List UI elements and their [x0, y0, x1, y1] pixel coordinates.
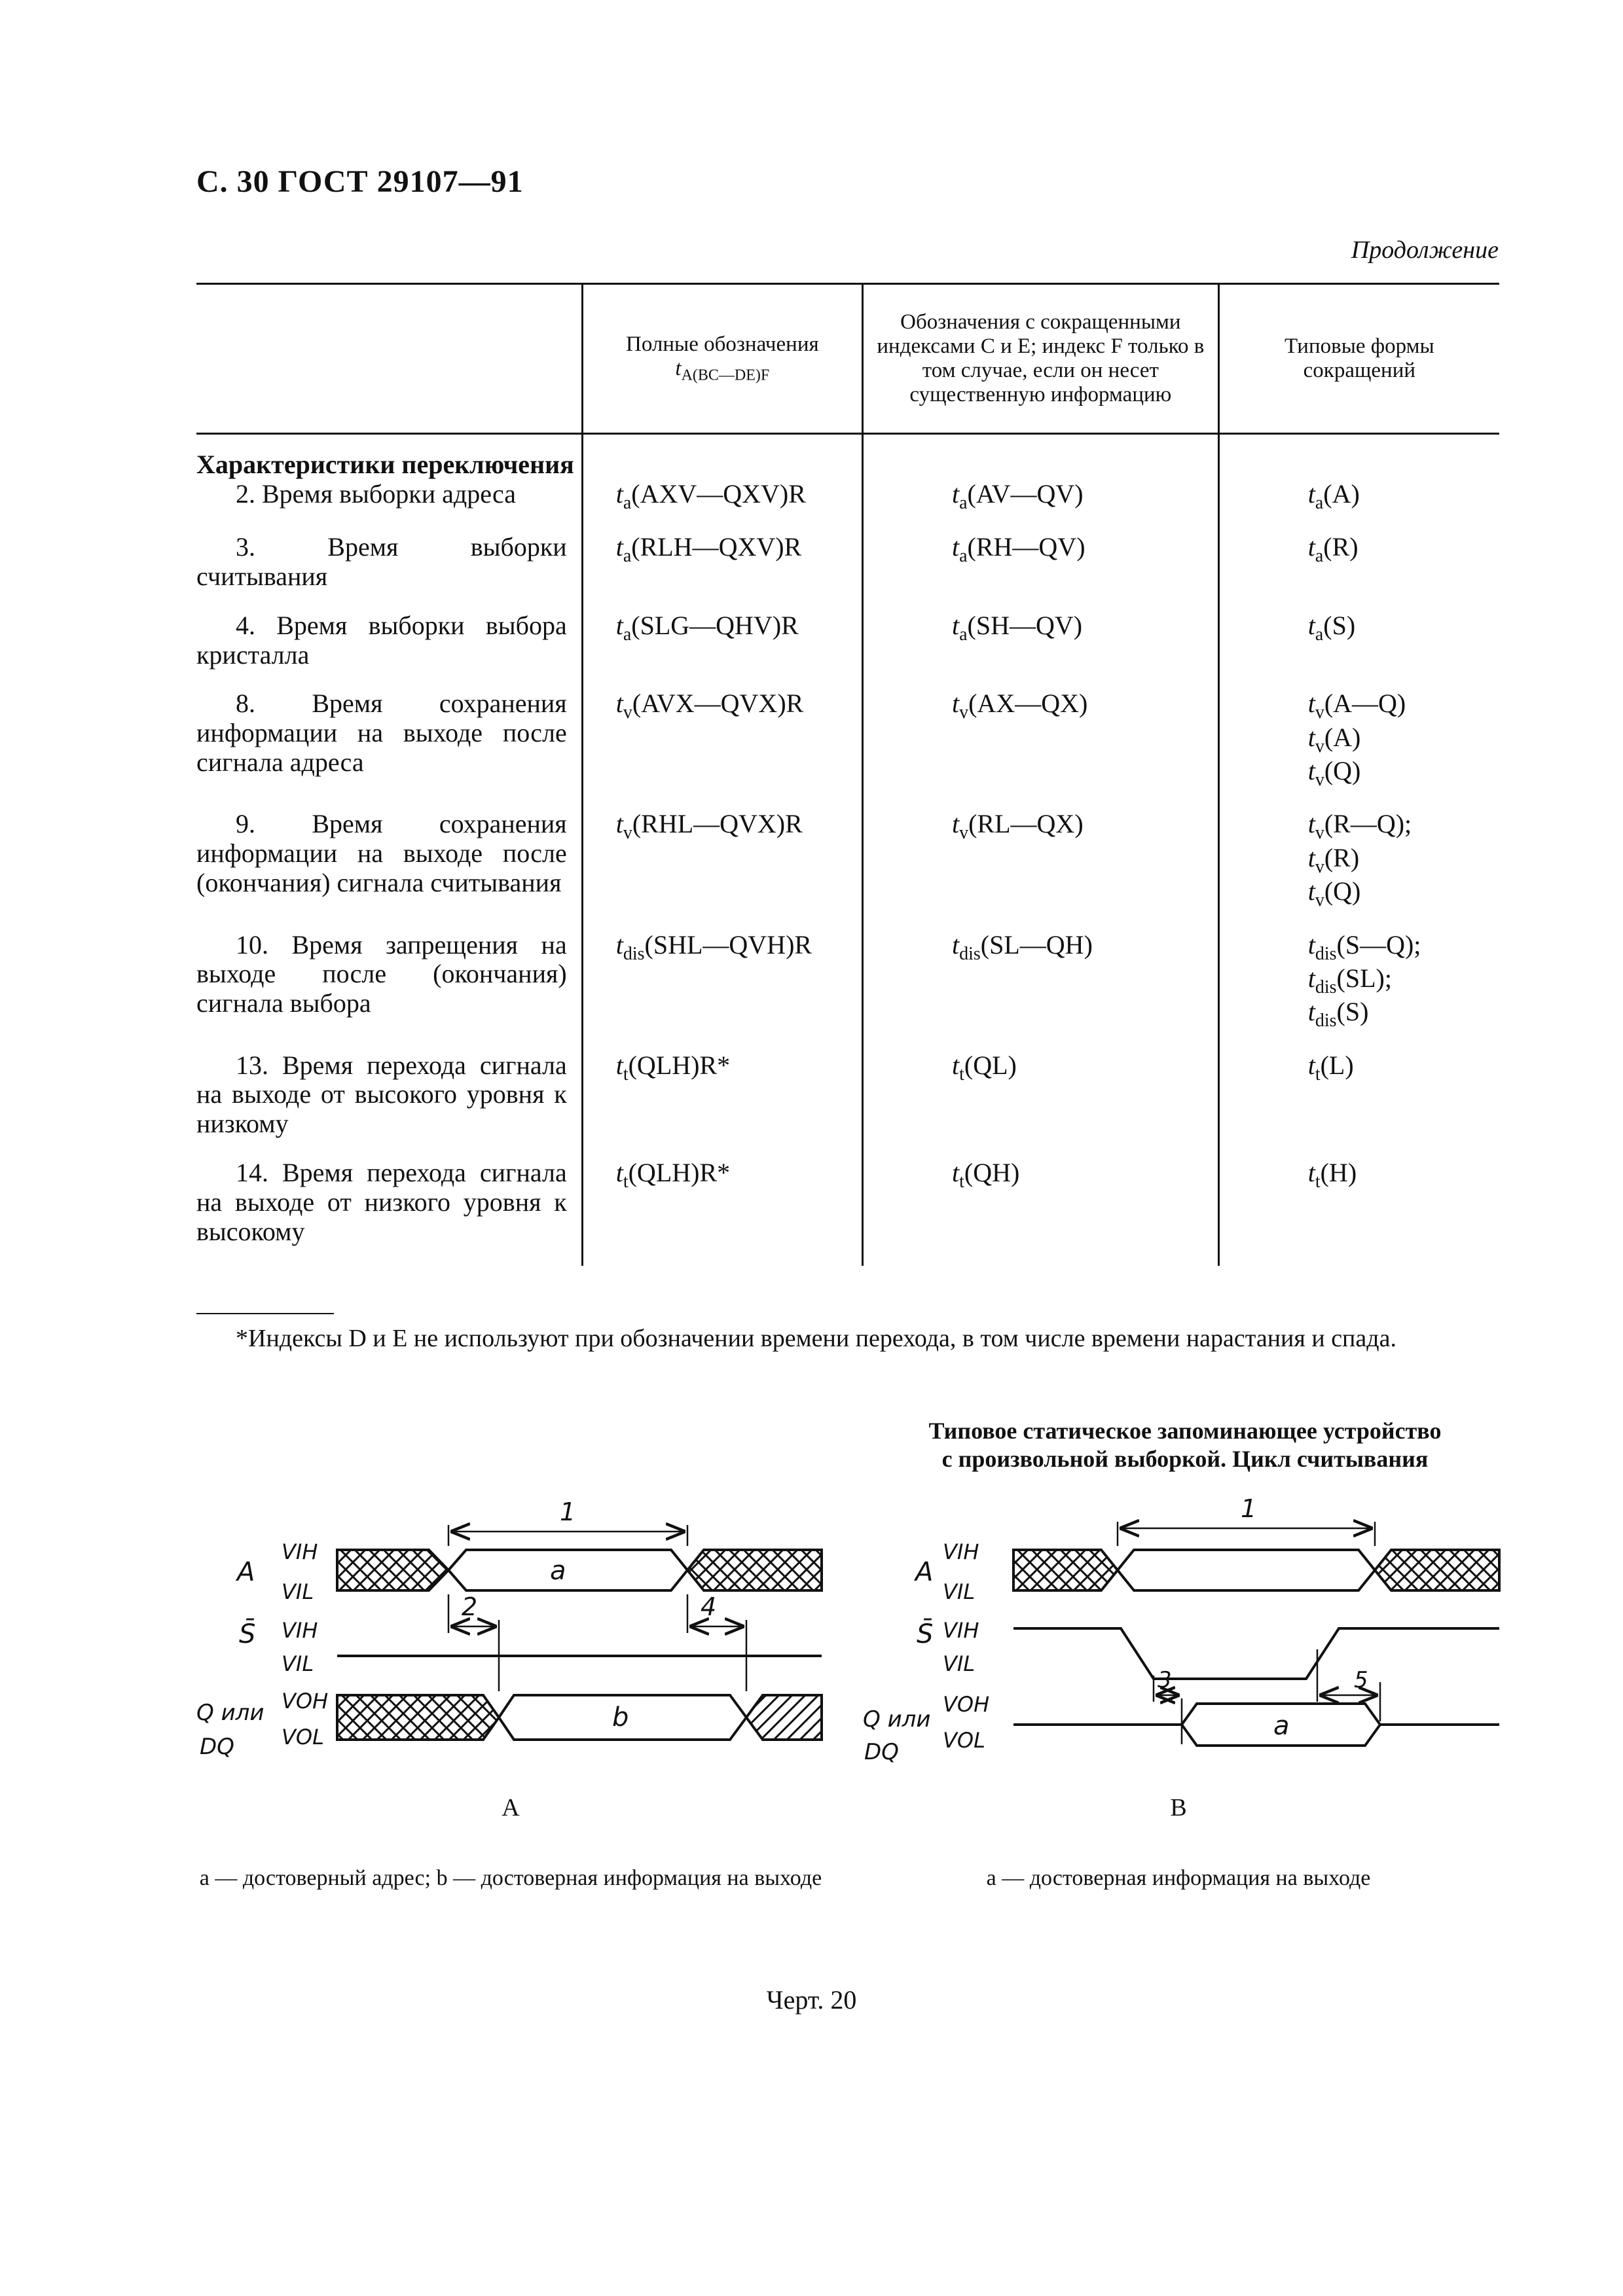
diagram-b-signal-s-name: S̄: [917, 1619, 934, 1649]
diagram-b-dim-5-label: 5: [1354, 1667, 1368, 1693]
continuation-label: Продолжение: [1351, 236, 1499, 264]
diagram-b-seg-a-label: a: [1273, 1711, 1290, 1741]
row-name: 13. Время перехода сигнала на выходе от высокого уровня к низкому: [196, 1050, 567, 1139]
diagram-a-signal-a-name: A: [237, 1557, 255, 1587]
typical-form: $t_{dis}(SL)$;: [1307, 963, 1392, 997]
diagram-a-voh: VOH: [282, 1689, 329, 1713]
footnote: *Индексы D и E не используют при обозначении времени перехода, в том числе времени нарастания и спада.: [236, 1325, 1396, 1352]
row-short-notation: $t_t(QH)$: [862, 1158, 1218, 1266]
row-full-notation: $t_t(QLH)R*$: [582, 1051, 862, 1158]
row-full-notation: $t_a(SLG—QHV)R$: [582, 611, 862, 690]
diagram-a-vil-1: VIL: [282, 1579, 314, 1604]
diagram-b-dim-1-label: 1: [1241, 1494, 1257, 1523]
row-short-notation: $t_a(SH—QV)$: [862, 611, 1218, 690]
diagram-a-signal-a-hatched-right: [687, 1550, 822, 1590]
diagram-a-label: A: [501, 1794, 520, 1821]
diagram-a-vil-2: VIL: [282, 1651, 314, 1676]
diagram-b: [1013, 1522, 1499, 1746]
typical-form: $t_v(R—Q)$;: [1307, 809, 1412, 844]
diagram-a-vol: VOL: [282, 1725, 324, 1749]
typical-form: $t_a(A)$: [1307, 478, 1360, 513]
row-name: 8. Время сохранения информации на выходе после сигнала адреса: [196, 689, 567, 777]
typical-form: $t_{dis}(S—Q)$;: [1307, 929, 1421, 964]
diagram-b-caption: a — достоверная информация на выходе: [986, 1866, 1371, 1890]
diagram-a-seg-a-label: a: [550, 1556, 566, 1586]
typical-form: $t_a(R)$: [1307, 532, 1359, 567]
diagram-a-signal-a-valid: [448, 1550, 687, 1590]
diagram-b-signal-q-name-2: DQ: [864, 1739, 899, 1765]
diagram-b-signal-a-valid: [1118, 1550, 1375, 1590]
diagram-b-label: B: [1170, 1794, 1187, 1821]
typical-form: $t_t(H)$: [1307, 1157, 1357, 1192]
diagram-a-dim-4-label: 4: [701, 1592, 717, 1621]
col-header-forms: Типовые формы сокращений: [1218, 284, 1499, 434]
diagram-a-caption: a — достоверный адрес; b — достоверная информация на выходе: [199, 1866, 822, 1890]
diagram-b-voh: VOH: [943, 1692, 990, 1717]
diagram-a-vih-2: VIH: [282, 1618, 318, 1643]
diagram-a-signal-s-name: S̄: [239, 1619, 256, 1649]
typical-form: $t_v(Q)$: [1307, 876, 1361, 911]
typical-form: $t_v(A—Q)$: [1307, 689, 1406, 723]
diagram-a-signal-a-hatched-left: [337, 1550, 448, 1590]
typical-form: $t_v(R)$: [1307, 842, 1360, 877]
row-full-notation: $t_a(RLH—QXV)R$: [582, 533, 862, 611]
row-full-notation: $t_v(AVX—QVX)R$: [582, 689, 862, 810]
diagram-a-dim-1-label: 1: [560, 1498, 576, 1526]
diagram-b-signal-a-hatched-left: [1013, 1550, 1118, 1590]
row-full-notation: $t_{dis}(SHL—QVH)R$: [582, 931, 862, 1051]
diagram-b-vil-1: VIL: [943, 1579, 976, 1604]
col-header-short: Обозначения с сокращенными индексами C и E; индекс F только в том случае, если он несет существенную информацию: [862, 284, 1218, 434]
row-full-notation: $t_t(QLH)R*$: [582, 1158, 862, 1266]
row-name: 4. Время выборки выбора кристалла: [196, 610, 567, 670]
col-header-full: Полные обозначения $t_{A(BC—DE)F}$: [582, 284, 862, 434]
row-short-notation: $t_a(RH—QV)$: [862, 533, 1218, 611]
typical-form: $t_v(Q)$: [1307, 756, 1361, 791]
diagram-a: [337, 1525, 822, 1740]
diagram-b-vih-1: VIH: [943, 1539, 979, 1564]
row-short-notation: $t_v(AX—QX)$: [862, 689, 1218, 810]
row-full-notation: $t_v(RHL—QVX)R$: [582, 810, 862, 930]
row-full-notation: $t_a(AXV—QXV)R$: [582, 480, 862, 533]
diagram-a-seg-b-label: b: [612, 1702, 629, 1732]
diagram-a-vih-1: VIH: [282, 1539, 318, 1564]
row-short-notation: $t_v(RL—QX)$: [862, 810, 1218, 930]
diagram-a-signal-q-name-1: Q или: [196, 1700, 264, 1726]
row-name: 3. Время выборки считывания: [196, 532, 567, 591]
diagram-a-dim-2-label: 2: [462, 1592, 478, 1621]
diagram-a-signal-q-hatched-left: [337, 1695, 499, 1740]
full-notation-formula: $t_{A(BC—DE)F}$: [675, 357, 770, 384]
diagram-b-signal-a-name: A: [915, 1557, 934, 1587]
typical-form: $t_v(A)$: [1307, 722, 1361, 757]
diagram-a-signal-q-name-2: DQ: [200, 1734, 234, 1760]
typical-form: $t_t(L)$: [1307, 1050, 1354, 1085]
typical-form: $t_{dis}(S)$: [1307, 997, 1369, 1031]
row-short-notation: $t_a(AV—QV)$: [862, 480, 1218, 533]
row-name: 10. Время запрещения на выходе после (окончания) сигнала выбора: [196, 929, 567, 1018]
row-short-notation: $t_{dis}(SL—QH)$: [862, 931, 1218, 1051]
diagram-a-signal-q-hatched-right: [746, 1695, 822, 1740]
diagram-b-vol: VOL: [943, 1728, 985, 1753]
diagram-title: Типовое статическое запоминающее устройство с произвольной выборкой. Цикл считывания: [928, 1418, 1442, 1473]
diagram-b-signal-a-hatched-right: [1375, 1550, 1499, 1590]
row-name: 14. Время перехода сигнала на выходе от низкого уровня к высокому: [196, 1157, 567, 1246]
figure-number: Черт. 20: [766, 1985, 857, 2015]
row-name: 9. Время сохранения информации на выходе после (окончания) сигнала считывания: [196, 809, 567, 898]
page-header: С. 30 ГОСТ 29107—91: [196, 164, 524, 199]
row-name: 2. Время выборки адреса: [236, 478, 516, 509]
diagram-b-signal-s-line: [1013, 1628, 1499, 1679]
diagram-b-vil-2: VIL: [943, 1651, 976, 1676]
typical-form: $t_a(S)$: [1307, 610, 1356, 645]
diagram-b-signal-q-name-1: Q или: [863, 1706, 931, 1732]
diagram-b-dim-3-label: 3: [1158, 1667, 1172, 1693]
section-title: Характеристики переключения: [196, 450, 574, 479]
diagram-b-vih-2: VIH: [943, 1618, 979, 1643]
row-short-notation: $t_t(QL)$: [862, 1051, 1218, 1158]
